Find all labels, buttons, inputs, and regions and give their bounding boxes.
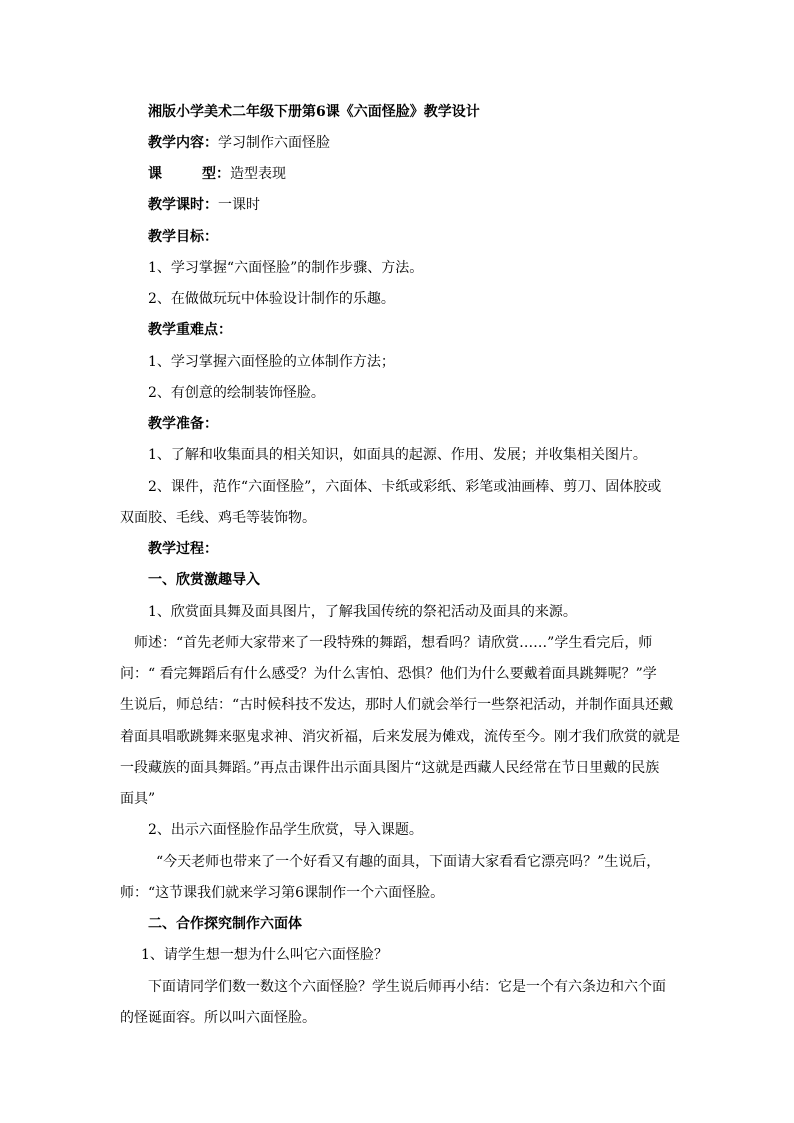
hours-row: [148, 195, 260, 215]
key-point-item: 2、有创意的绘制装饰怪脸。: [148, 385, 325, 401]
section2-paragraph-line: 的怪诞面容。所以叫六面怪脸。: [120, 1010, 316, 1026]
hours-label: 教学课时：: [148, 197, 218, 213]
section1-paragraph-line: 一段藏族的面具舞蹈。”再点击课件出示面具图片“这就是西藏人民经常在节日里戴的民族: [120, 760, 660, 776]
key-points-heading: 教学重难点：: [148, 322, 232, 338]
section2-paragraph-line: 下面请同学们数一数这个六面怪脸？学生说后师再小结：它是一个有六条边和六个面: [148, 979, 666, 995]
goal-item: 1、学习掌握“六面怪脸”的制作步骤、方法。: [148, 260, 424, 276]
goals-heading: 教学目标：: [148, 229, 218, 245]
section1-paragraph2-line: 师：“这节课我们就来学习第6课制作一个六面怪脸。: [120, 885, 445, 901]
type-row: [148, 164, 286, 184]
section1-paragraph-line: 师述：“首先老师大家带来了一段特殊的舞蹈，想看吗？请欣赏……”学生看完后，师: [134, 635, 653, 651]
section1-paragraph-line: 着面具唱歌跳舞来驱鬼求神、消灾祈福，后来发展为傩戏，流传至今。刚才我们欣赏的就是: [120, 729, 680, 745]
type-value: 造型表现: [230, 166, 286, 182]
section1-paragraph-line: 面具”: [120, 791, 156, 807]
prep-item: 1、了解和收集面具的相关知识，如面具的起源、作用、发展；并收集相关图片。: [148, 447, 647, 463]
section1-paragraph-line: 问：“ 看完舞蹈后有什么感受？为什么害怕、恐惧？他们为什么要戴着面具跳舞呢？”学: [120, 666, 657, 682]
goal-item: 2、在做做玩玩中体验设计制作的乐趣。: [148, 291, 395, 307]
section1-item1: 1、欣赏面具舞及面具图片，了解我国传统的祭祀活动及面具的来源。: [148, 604, 577, 620]
prep-heading: 教学准备：: [148, 416, 218, 432]
section1-item2: 2、出示六面怪脸作品学生欣赏，导入课题。: [148, 822, 423, 838]
section1-heading: 一、欣赏激趣导入: [148, 572, 260, 588]
type-label-2: 型：: [202, 166, 230, 182]
prep-item: 2、课件，范作“六面怪脸”，六面体、卡纸或彩纸、彩笔或油画棒、剪刀、固体胶或: [148, 479, 662, 495]
content-value: 学习制作六面怪脸: [218, 135, 330, 151]
section2-item1: 1、请学生想一想为什么叫它六面怪脸？: [141, 947, 388, 963]
process-heading: 教学过程：: [148, 541, 218, 557]
type-label-1: 课: [148, 166, 162, 182]
content-row: [148, 133, 330, 153]
section1-paragraph-line: 生说后，师总结：“古时候科技不发达，那时人们就会举行一些祭祀活动，并制作面具还戴: [120, 697, 674, 713]
document-title: 湘版小学美术二年级下册第6课《六面怪脸》教学设计: [148, 104, 480, 120]
section2-heading: 二、合作探究制作六面体: [148, 916, 302, 932]
section1-paragraph2-line: “今天老师也带来了一个好看又有趣的面具，下面请大家看看它漂亮吗？”生说后，: [156, 854, 661, 870]
key-point-item: 1、学习掌握六面怪脸的立体制作方法；: [148, 354, 395, 370]
hours-value: 一课时: [218, 197, 260, 213]
prep-item-continued: 双面胶、毛线、鸡毛等装饰物。: [120, 510, 316, 526]
content-label: 教学内容：: [148, 135, 218, 151]
